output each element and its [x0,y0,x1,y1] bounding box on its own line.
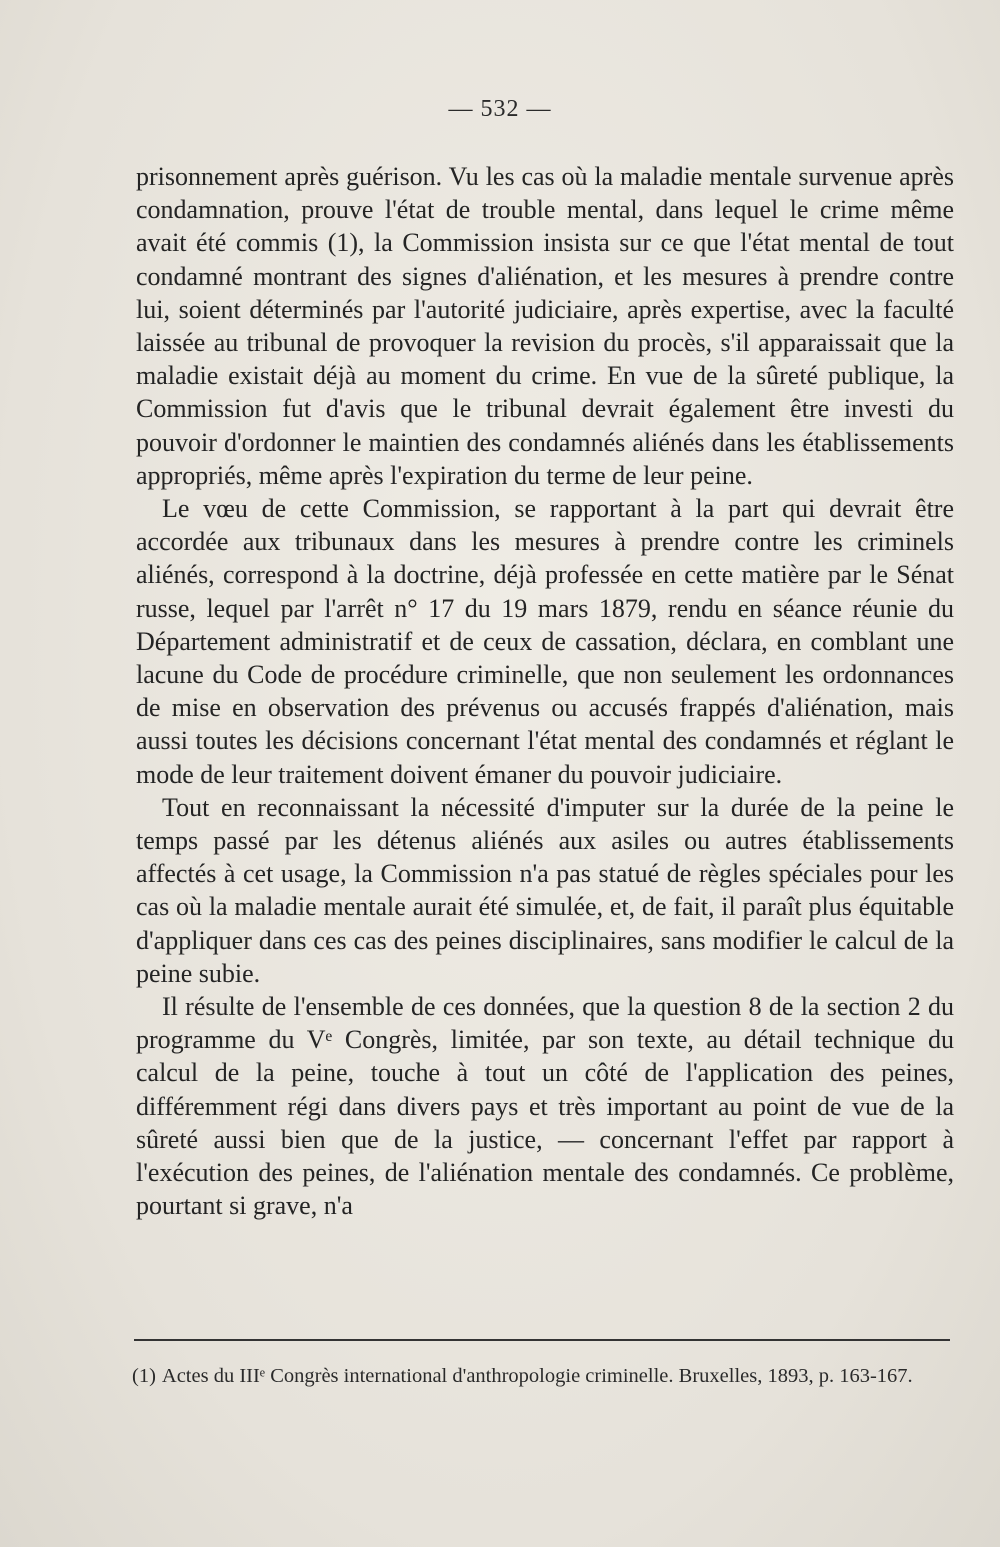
paragraph-2: Le vœu de cette Commission, se rapportant à la part qui devrait être accordée aux tribunaux dans les mesures à prendre contre les criminels aliénés, correspond à la doctrine, déjà professée en cette matière par le Sénat russe, lequel par l'arrêt n° 17 du 19 mars 1879, rendu en séance réunie du Département administratif et de ceux de cassation, déclara, en comblant une lacune du Code de procédure criminelle, que non seulement les ordonnances de mise en observation des prévenus ou accusés frappés d'aliénation, mais aussi toutes les décisions concernant l'état mental des condamnés et réglant le mode de leur traitement doivent émaner du pouvoir judiciaire. [136,494,954,789]
page-number: — 532 — [448,96,552,122]
paragraph-4: Il résulte de l'ensemble de ces données, que la question 8 de la section 2 du programme du Vᵉ Congrès, limitée, par son texte, au détail technique du calcul de la peine, touche à tout un côté de l'application des peines, différemment régi dans divers pays et très important au point de vue de la sûreté aussi bien que de la justice, — concernant l'effet par rapport à l'exécution des peines, de l'aliénation mentale des condamnés. Ce problème, pourtant si grave, n'a [136,992,954,1221]
footnote-text: Actes du IIIᵉ Congrès international d'anthropologie criminelle. Bruxelles, 1893, p. 163-167. [161,1365,913,1387]
footnote [132,1366,950,1386]
footnote-divider [134,1339,950,1341]
body-text [136,160,954,1223]
paragraph-1: prisonnement après guérison. Vu les cas où la maladie mentale survenue après condamnation, prouve l'état de trouble mental, dans lequel le crime même avait été commis (1), la Commission insista sur ce que l'état mental de tout condamné montrant des signes d'aliénation, et les mesures à prendre contre lui, soient déterminés par l'autorité judiciaire, après expertise, avec la faculté laissée au tribunal de provoquer la revision du procès, s'il apparaissait que la maladie existait déjà au moment du crime. En vue de la sûreté publique, la Commission fut d'avis que le tribunal devrait également être investi du pouvoir d'ordonner le maintien des condamnés aliénés dans les établissements appropriés, même après l'expiration du terme de leur peine. [136,162,954,490]
paragraph-3: Tout en reconnaissant la nécessité d'imputer sur la durée de la peine le temps passé par les détenus aliénés aux asiles ou autres établissements affectés à cet usage, la Commission n'a pas statué de règles spéciales pour les cas où la maladie mentale aurait été simulée, et, de fait, il paraît plus équitable d'appliquer dans ces cas des peines disciplinaires, sans modifier le calcul de la peine subie. [136,792,954,988]
footnote-marker: (1) [132,1365,156,1387]
